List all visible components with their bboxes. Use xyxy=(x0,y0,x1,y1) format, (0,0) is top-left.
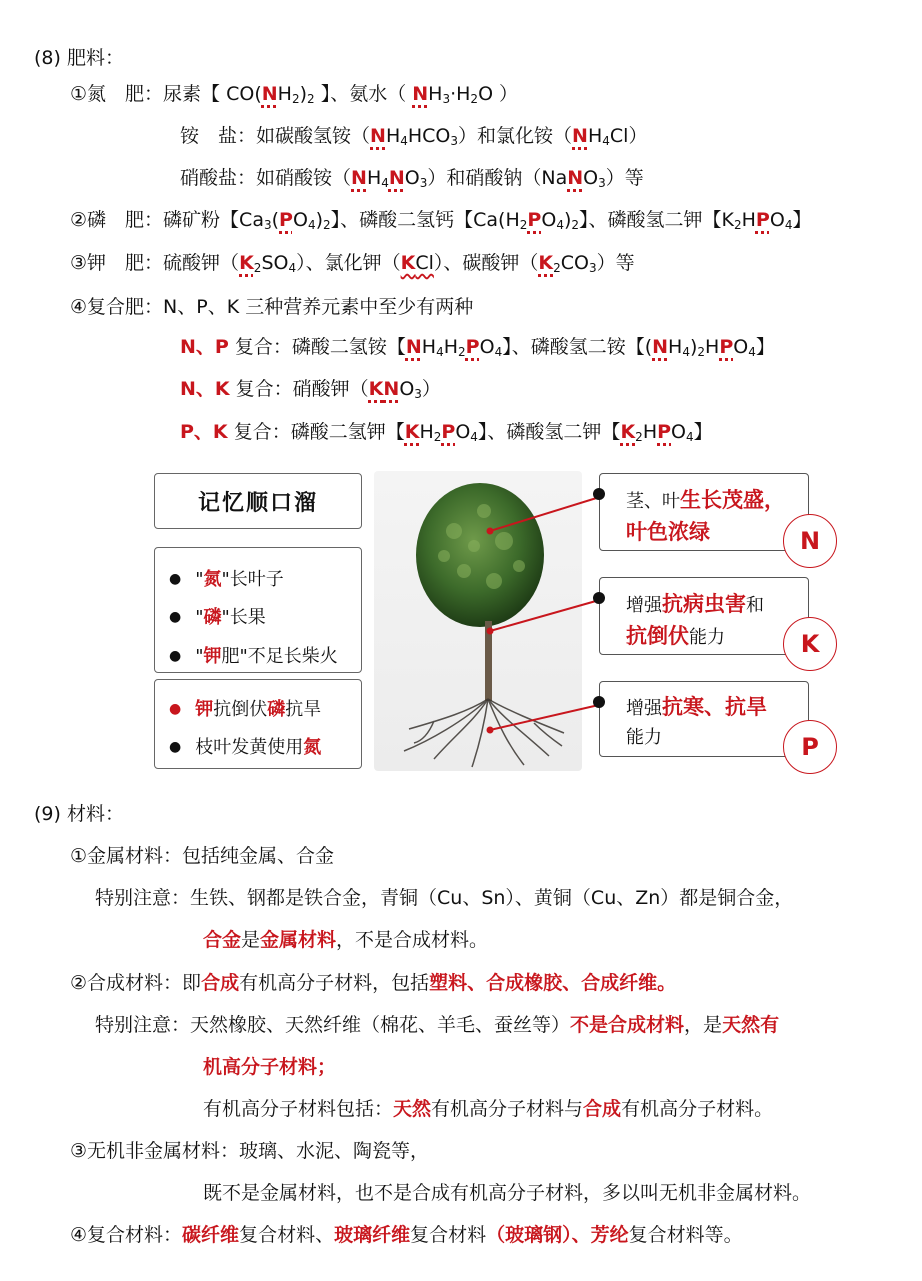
text: ）和硝酸钠（Na xyxy=(427,167,568,189)
formula: ·H xyxy=(450,83,471,105)
urea-text: 尿素【 xyxy=(163,83,221,105)
k-circle: K xyxy=(783,617,837,671)
p-effect-text-2: 能力 xyxy=(626,727,662,748)
nitrate-salt-line: 硝酸盐：如硝酸铵$(NH_4NO_3)$和硝酸钠（NaNO$_3$）等 xyxy=(180,167,644,190)
kcl-formula: KCl xyxy=(400,252,434,274)
mnemonic-bullet: ● "磷"长果 xyxy=(169,603,266,629)
n-mark: N xyxy=(383,378,400,400)
text: 】 xyxy=(792,209,812,231)
text: 磷矿粉【Ca xyxy=(163,209,264,231)
n-effect-text: 茎、叶生长茂盛， xyxy=(626,488,785,512)
k-effect-text-2: 抗倒伏能力 xyxy=(626,624,725,648)
subscript: 2 xyxy=(307,92,315,106)
mnemonic-bullet: ● 枝叶发黄使用氮 xyxy=(169,733,321,759)
bullet-dot xyxy=(593,696,605,708)
text: ） xyxy=(628,125,648,147)
n-mark: N xyxy=(351,167,367,189)
inorganic-material-line-2: 既不是金属材料，也不是合成有机高分子材料，多以叫无机非金属材料。 xyxy=(203,1182,812,1204)
p-mark: P xyxy=(279,209,293,231)
text: H xyxy=(741,209,756,231)
p-mark: P xyxy=(441,421,456,443)
text: 】、磷酸氢二钾【K xyxy=(579,209,734,231)
text: 如硝酸铵（ xyxy=(256,167,352,189)
k-mark: K xyxy=(538,252,554,274)
nk-label: N、K xyxy=(180,378,230,400)
formula: H xyxy=(428,83,443,105)
n-mark: N xyxy=(412,83,429,105)
ammonium-label: 铵 盐： xyxy=(180,125,257,147)
formula: O ） xyxy=(478,83,519,105)
n-mark: N xyxy=(370,125,386,147)
text: 复合：硝酸钾（ xyxy=(229,378,369,400)
mnemonic-bullet: ● "钾肥"不足长柴火 xyxy=(169,642,338,668)
nk-compound-line: N、K 复合：硝酸钾$(KNO_3)$ xyxy=(180,378,441,401)
text: 硫酸钾（ xyxy=(163,252,240,274)
n-circle: N xyxy=(783,514,837,568)
compound-desc: N、P、K 三种营养元素中至少有两种 xyxy=(163,296,474,318)
potash-fertilizer-line: ③钾 肥：硫酸钾$(K_2SO_4)$、氯化钾（KCl）、碳酸钾$(K_2CO_3)$等 xyxy=(70,252,635,275)
inorganic-material-line: ③无机非金属材料：玻璃、水泥、陶瓷等， xyxy=(70,1140,430,1162)
mnemonic-bullet: ● 钾抗倒伏磷抗旱 xyxy=(169,695,321,721)
k-effect-text: 增强抗病虫害和 xyxy=(626,592,764,616)
metal-note-line: 特别注意：生铁、钢都是铁合金，青铜（Cu、Sn）、黄铜（Cu、Zn）都是铜合金， xyxy=(95,887,794,909)
metal-note-line-2: 合金是金属材料，不是合成材料。 xyxy=(203,929,489,951)
metal-material-line: ①金属材料：包括纯金属、合金 xyxy=(70,845,335,867)
k-label: ③钾 肥： xyxy=(70,252,164,274)
text: ）等 xyxy=(605,167,644,189)
synthetic-note-line: 特别注意：天然橡胶、天然纤维（棉花、羊毛、蚕丝等）不是合成材料，是天然有 xyxy=(95,1014,780,1036)
text: ）、碳酸钾（ xyxy=(433,252,539,274)
np-compound-line: N、P 复合：磷酸二氢铵【$NH_4H_2PO_4$】、磷酸氢二铵【$(NH_4)_2HPO_4$】 xyxy=(180,336,775,359)
organic-polymer-line: 有机高分子材料包括：天然有机高分子材料与合成有机高分子材料。 xyxy=(203,1098,774,1120)
k-mark: K xyxy=(239,252,254,274)
text: ）等 xyxy=(596,252,635,274)
ammonium-salt-line: 铵 盐：如碳酸氢铵$(NH_4HCO_3)$和氯化铵$(NH_4Cl)$ xyxy=(180,125,648,148)
p-mark: P xyxy=(527,209,542,231)
nitrate-label: 硝酸盐： xyxy=(180,167,257,189)
synthetic-note-line-2: 机高分子材料； xyxy=(203,1056,337,1078)
subscript: 2 xyxy=(291,92,300,106)
text: O xyxy=(583,167,599,189)
text: ）和氯化铵（ xyxy=(458,125,573,147)
n-mark: N xyxy=(388,167,405,189)
mnemonic-bullet: ● "氮"长叶子 xyxy=(169,565,284,591)
p-label: ②磷 肥： xyxy=(70,209,164,231)
text: 复合：磷酸二氢钾【 xyxy=(227,421,405,443)
text: 复合：磷酸二氢铵【 xyxy=(228,336,406,358)
compound-label: ④复合肥： xyxy=(70,296,164,318)
formula: ) xyxy=(299,83,308,105)
ammonia-text: 】、氨水（ xyxy=(314,83,413,105)
n-mark: N xyxy=(572,125,588,147)
k-mark: K xyxy=(404,421,420,443)
phosphate-fertilizer-line: ②磷 肥：磷矿粉【$Ca_3(PO_4)_2$】、磷酸二氢钙【$Ca(H_2PO_4)_2$】、磷酸氢二钾【$K_2HPO_4$】 xyxy=(70,209,812,232)
p-effect-box xyxy=(599,681,809,757)
subscript: 2 xyxy=(470,92,479,106)
text: ） xyxy=(421,378,441,400)
composite-material-line: ④复合材料：碳纤维复合材料、玻璃纤维复合材料（玻璃钢）、芳纶复合材料等。 xyxy=(70,1224,743,1246)
section-8-heading: (8) 肥料： xyxy=(34,47,124,69)
text: 】、磷酸氢二钾【 xyxy=(477,421,621,443)
n-mark: N xyxy=(567,167,584,189)
n-mark: N xyxy=(405,336,422,358)
n-mark: N xyxy=(261,83,278,105)
text: ）、氯化钾（ xyxy=(296,252,401,274)
pk-label: P、K xyxy=(180,421,228,443)
k-effect-box xyxy=(599,577,809,655)
pk-compound-line: P、K 复合：磷酸二氢钾【$KH_2PO_4$】、磷酸氢二钾【$K_2HPO_4$】 xyxy=(180,421,713,444)
k-mark: K xyxy=(620,421,636,443)
text: 】、磷酸氢二铵【( xyxy=(502,336,653,358)
text: 】 xyxy=(693,421,713,443)
bullet-dot xyxy=(593,592,605,604)
text: 】 xyxy=(755,336,775,358)
formula: H xyxy=(277,83,292,105)
mnemonic-title: 记忆顺口溜 xyxy=(154,473,362,529)
n-label: ①氮 肥： xyxy=(70,83,164,105)
subscript: 3 xyxy=(442,92,451,106)
p-mark: P xyxy=(719,336,734,358)
n-effect-box xyxy=(599,473,809,551)
text: 如碳酸氢铵（ xyxy=(256,125,371,147)
p-mark: P xyxy=(755,209,770,231)
p-effect-text: 增强抗寒、抗旱 xyxy=(626,695,767,719)
k-mark: K xyxy=(368,378,384,400)
text: 】、磷酸二氢钙【Ca(H xyxy=(330,209,520,231)
p-circle: P xyxy=(783,720,837,774)
bullet-dot xyxy=(593,488,605,500)
synthetic-material-line: ②合成材料：即合成有机高分子材料，包括塑料、合成橡胶、合成纤维。 xyxy=(70,972,677,994)
p-mark: P xyxy=(657,421,672,443)
text: O xyxy=(769,209,785,231)
section-9-heading: (9) 材料： xyxy=(34,803,124,825)
n-effect-text-2: 叶色浓绿 xyxy=(626,520,710,544)
n-mark: N xyxy=(652,336,669,358)
formula: CO( xyxy=(220,83,262,105)
np-label: N、P xyxy=(180,336,229,358)
p-mark: P xyxy=(465,336,480,358)
